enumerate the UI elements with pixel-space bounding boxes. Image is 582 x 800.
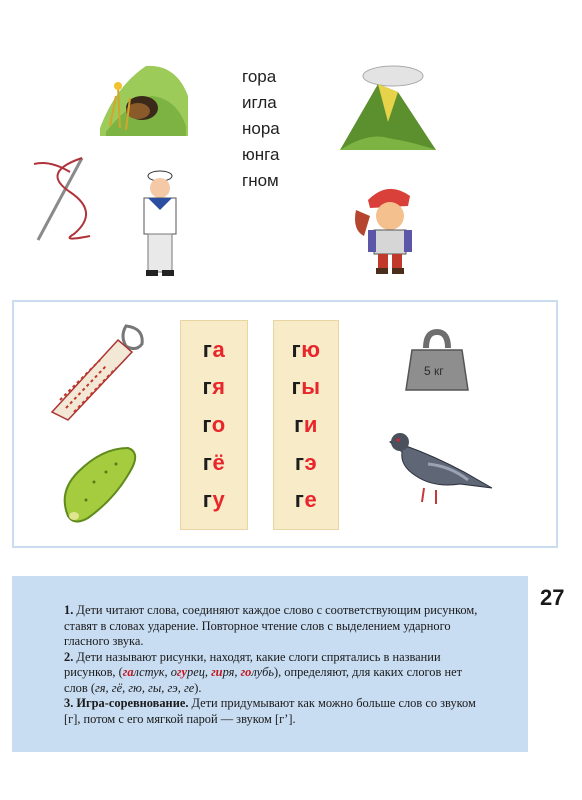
- note-3: 3. Игра-соревнование. Дети придумывают как можно больше слов со звуком [г], потом с его мягкой парой — звуком [г’].: [64, 696, 476, 726]
- syllable-gy: гы: [291, 374, 321, 400]
- cucumber-illustration: [58, 442, 140, 528]
- word-item: юнга: [242, 145, 280, 164]
- note-1: 1. Дети читают слова, соединяют каждое слово с соответствующим рисунком, ставят в словах ударение. Повторное чтение слов с выделением ударного гласного звука.: [64, 603, 478, 648]
- syllable-gya: гя: [202, 374, 226, 400]
- weight-label: 5 кг: [424, 364, 444, 378]
- syllable-gu: гу: [202, 487, 226, 513]
- syllable-column-left: [180, 320, 248, 530]
- weight-illustration: [404, 328, 470, 394]
- syllable-gyu: гю: [291, 336, 321, 362]
- gnome-illustration: [348, 180, 430, 278]
- pigeon-illustration: [384, 426, 496, 506]
- word-item: игла: [242, 93, 277, 112]
- syllable-gi: ги: [294, 411, 318, 437]
- syllable-ge: ге: [294, 487, 318, 513]
- page-number: 27: [540, 585, 565, 610]
- syllable-ga: га: [202, 336, 226, 362]
- needle-thread-illustration: [30, 152, 110, 244]
- teacher-notes-text: [64, 603, 482, 727]
- word-item: гора: [242, 67, 277, 86]
- necktie-illustration: [46, 322, 148, 424]
- syllable-ge-hard: гэ: [294, 449, 318, 475]
- syllable-gyo: гё: [202, 449, 226, 475]
- hedgehog-burrow-illustration: [96, 56, 191, 138]
- syllable-go: го: [202, 411, 226, 437]
- mountain-illustration: [338, 62, 438, 154]
- word-item: гном: [242, 171, 279, 190]
- syllable-column-right: [273, 320, 339, 530]
- word-item: нора: [242, 119, 280, 138]
- sailor-boy-illustration: [134, 166, 186, 280]
- word-list: [242, 64, 280, 194]
- note-2: 2. Дети называют рисунки, находят, какие слоги спрятались в названии рисунков, (галстук, огурец, гиря, голубь), определяют, для каких слогов нет слов (гя, гё, гю, гы, гэ, ге).: [64, 649, 462, 695]
